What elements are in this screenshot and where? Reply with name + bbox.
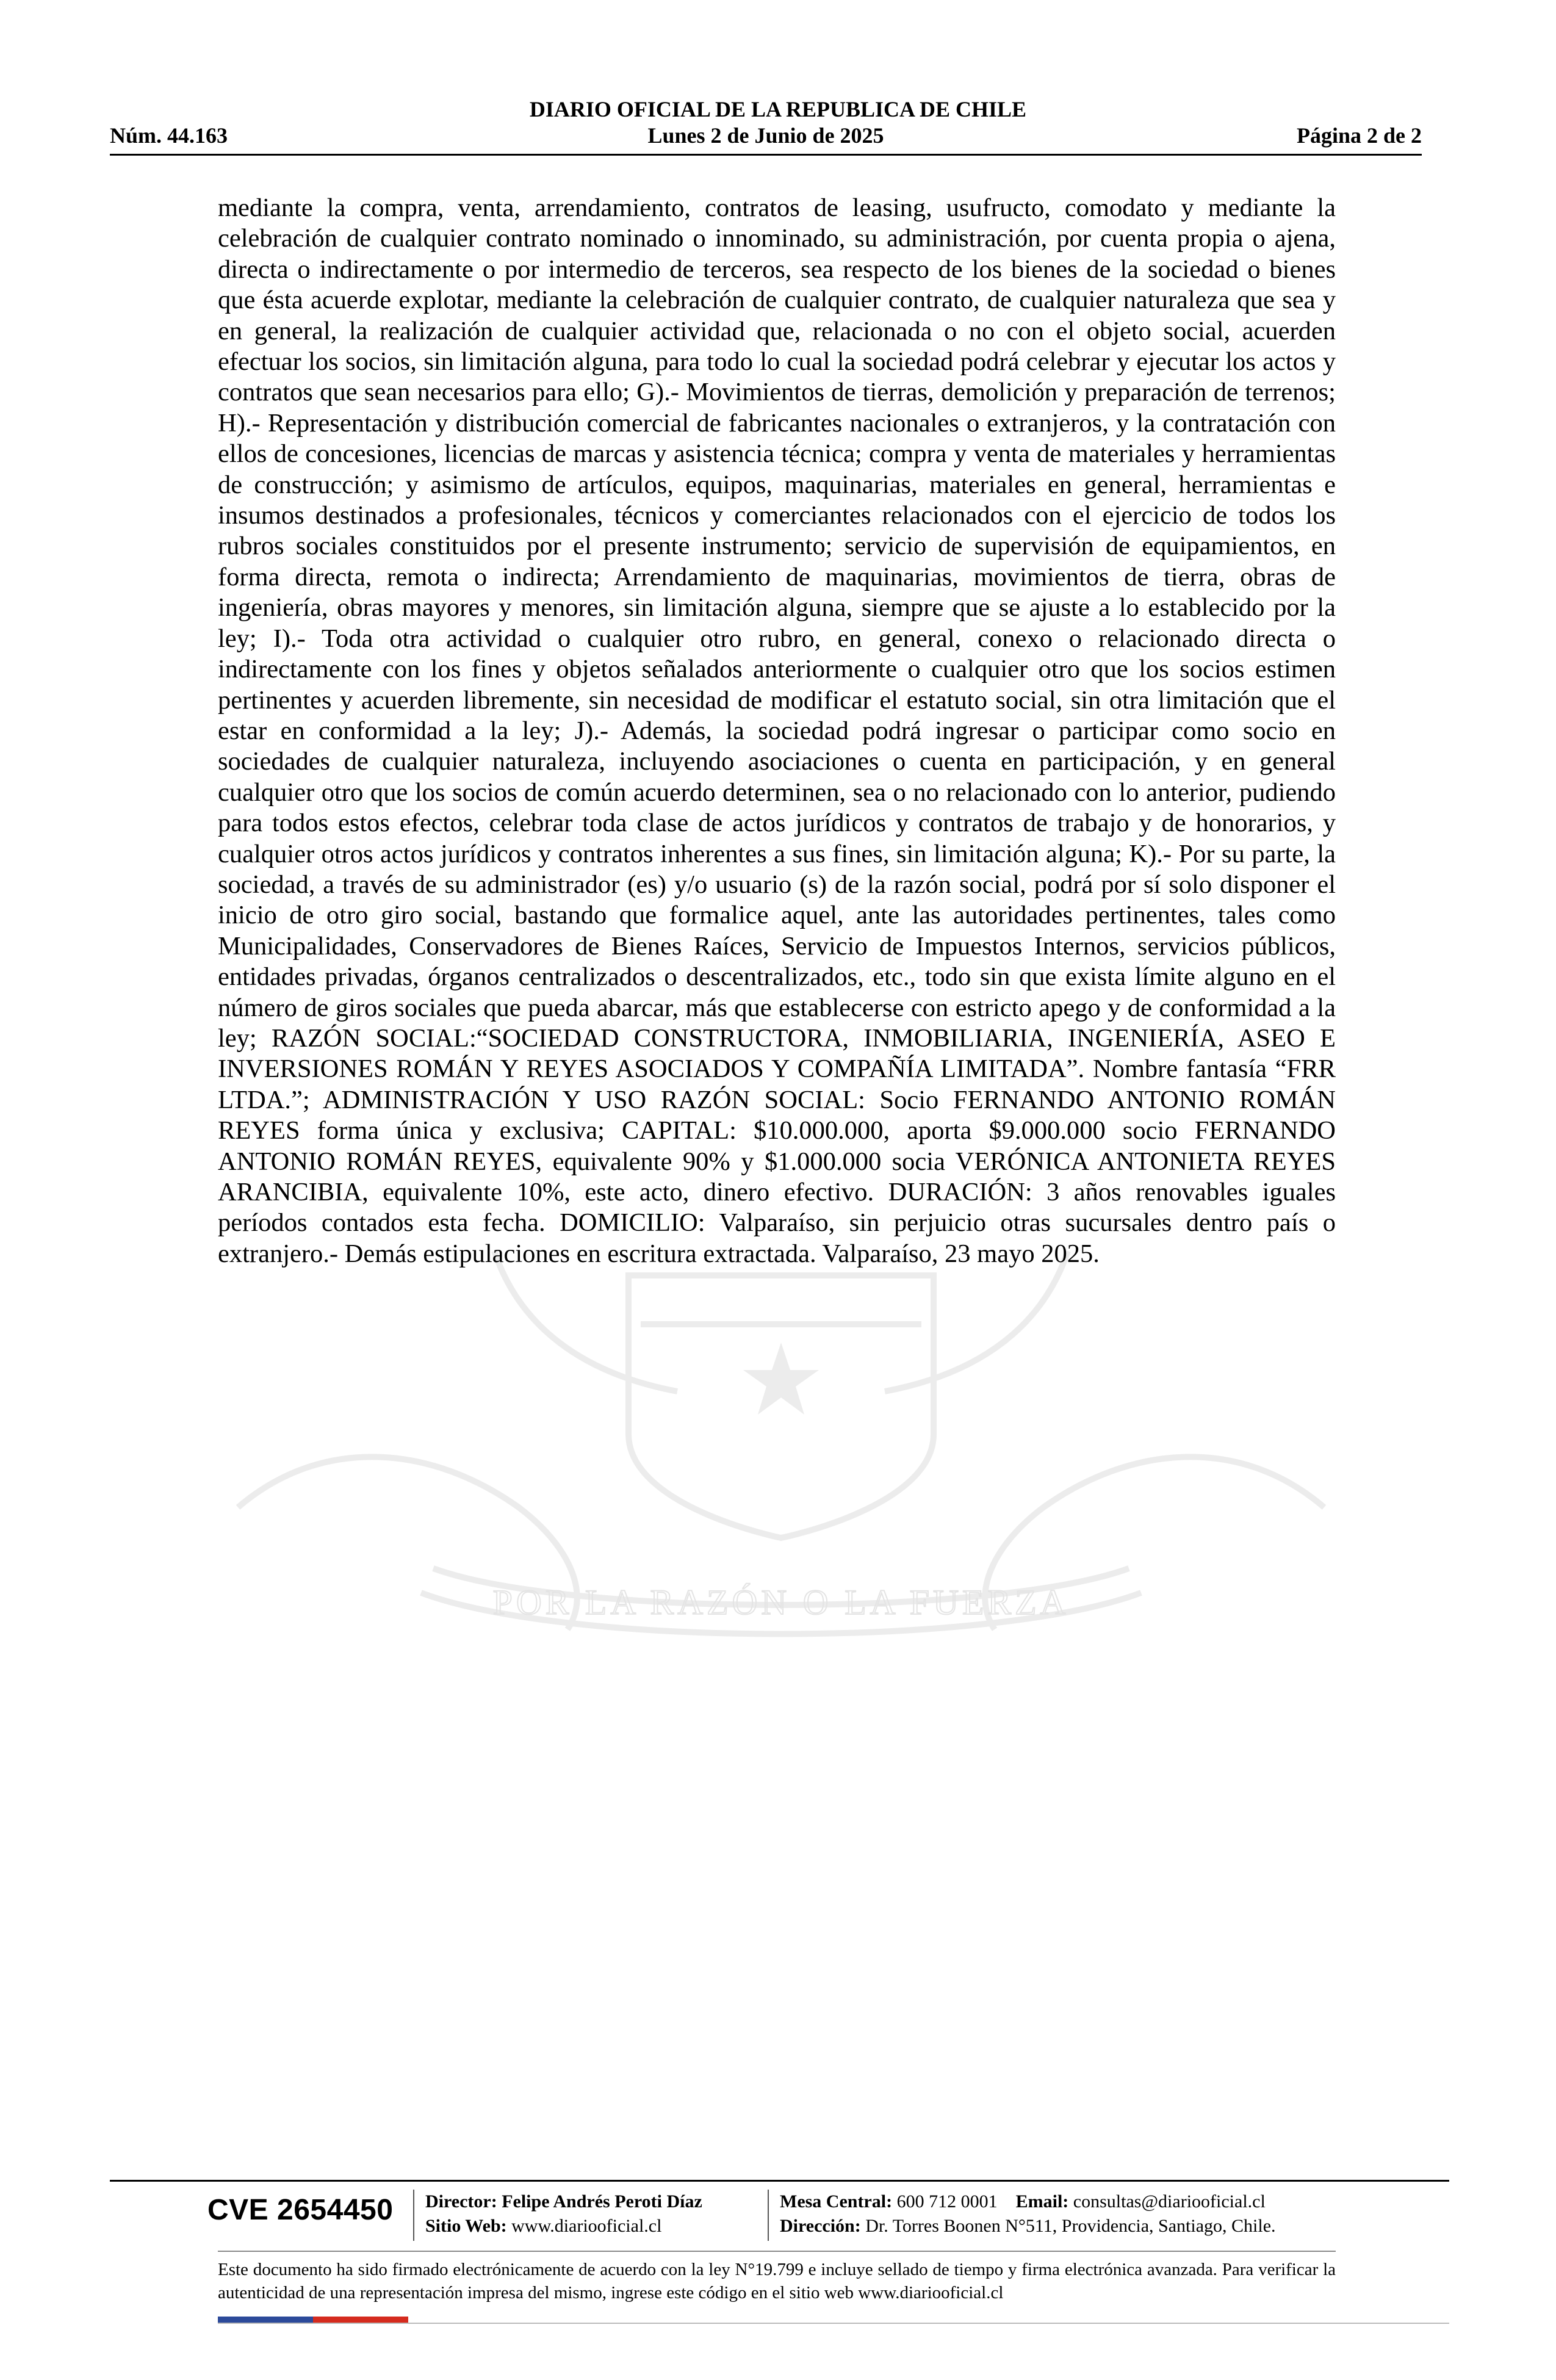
footer-divider-mid: [218, 2251, 1336, 2252]
director-label: Director:: [425, 2191, 497, 2212]
website-link[interactable]: www.diariooficial.cl: [511, 2216, 662, 2236]
phone-label: Mesa Central:: [780, 2191, 893, 2212]
phone-number: 600 712 0001: [896, 2191, 998, 2212]
header-divider: [110, 154, 1422, 156]
footer-divider-bottom: [218, 2323, 1449, 2324]
address-label: Dirección:: [780, 2216, 861, 2236]
footer-separator: [768, 2190, 769, 2241]
document-body: mediante la compra, venta, arrendamiento, contratos de leasing, usufructo, comodato y mediante la celebración de cualquier contrato nominado o innominado, su administración, por cuenta propia o ajena, directa o indirectamente o por intermedio de terceros, sea respecto de los bienes de la sociedad o bienes que ésta acuerde explotar, mediante la celebración de cualquier contrato, de cualquier naturaleza que sea y en general, la realización de cualquier actividad que, relacionada o no con el objeto social, acuerden efectuar los socios, sin limitación alguna, para todo lo cual la sociedad podrá celebrar y ejecutar los actos y contratos que sean necesarios para ello; G).- Movimientos de tierras, demolición y preparación de terrenos; H).- Representación y distribución comercial de fabricantes nacionales o extranjeros, y la contratación con ellos de concesiones, licencias de marcas y asistencia técnica; compra y venta de materiales y herramientas de construcción; y asimismo de artículos, equipos, maquinarias, materiales en general, herramientas e insumos destinados a profesionales, técnicos y comerciantes relacionados con el ejercicio de todos los rubros sociales constituidos por el presente instrumento; servicio de supervisión de equipamientos, en forma directa, remota o indirecta; Arrendamiento de maquinarias, movimientos de tierra, obras de ingeniería, obras mayores y menores, sin limitación alguna, siempre que se ajuste a lo establecido por la ley; I).- Toda otra actividad o cualquier otro rubro, en general, conexo o relacionado directa o indirectamente con los fines y objetos señalados anteriormente o cualquier otro que los socios estimen pertinentes y acuerden libremente, sin necesidad de modificar el estatuto social, sin otra limitación que el estar en conformidad a la ley; J).- Además, la sociedad podrá ingresar o participar como socio en sociedades de cualquier naturaleza, incluyendo asociaciones o cuenta en participación, y en general cualquier otro que los socios de común acuerdo determinen, sea o no relacionado con lo anterior, pudiendo para todos estos efectos, celebrar toda clase de actos jurídicos y contratos de trabajo y de honorarios, y cualquier otros actos jurídicos y contratos inherentes a sus fines, sin limitación alguna; K).- Por su parte, la sociedad, a través de su administrador (es) y/o usuario (s) de la razón social, podrá por sí solo disponer el inicio de otro giro social, bastando que formalice aquel, ante las autoridades pertinentes, tales como Municipalidades, Conservadores de Bienes Raíces, Servicio de Impuestos Internos, servicios públicos, entidades privadas, órganos centralizados o descentralizados, etc., todo sin que exista límite alguno en el número de giros sociales que pueda abarcar, más que establecerse con estricto apego y de conformidad a la ley; RAZÓN SOCIAL:“SOCIEDAD CONSTRUCTORA, INMOBILIARIA, INGENIERÍA, ASEO E INVERSIONES ROMÁN Y REYES ASOCIADOS Y COMPAÑÍA LIMITADA”. Nombre fantasía “FRR LTDA.”; ADMINISTRACIÓN Y USO RAZÓN SOCIAL: Socio FERNANDO ANTONIO ROMÁN REYES forma única y exclusiva; CAPITAL: $10.000.000, aporta $9.000.000 socio FERNANDO ANTONIO ROMÁN REYES, equivalente 90% y $1.000.000 socia VERÓNICA ANTONIETA REYES ARANCIBIA, equivalente 10%, este acto, dinero efectivo. DURACIÓN: 3 años renovables iguales períodos contados esta fecha. DOMICILIO: Valparaíso, sin perjuicio otras sucursales dentro país o extranjero.- Demás estipulaciones en escritura extractada. Valparaíso, 23 mayo 2025.: [218, 193, 1336, 1268]
issue-number: Núm. 44.163: [110, 123, 228, 148]
footer-divider-top: [110, 2180, 1449, 2182]
flag-stripe-blue: [218, 2317, 313, 2323]
cve-code: CVE 2654450: [207, 2194, 394, 2226]
motto-text: POR LA RAZÓN O LA FUERZA: [492, 1582, 1070, 1622]
address-value: Dr. Torres Boonen N°511, Providencia, Santiago, Chile.: [865, 2216, 1276, 2236]
signature-note: Este documento ha sido firmado electrónicamente de acuerdo con la ley N°19.799 e incluye sellado de tiempo y firma electrónica avanzada. Para verificar la autenticidad de una representación impresa del mismo, ingrese este código en el sitio web www.diariooficial.cl: [218, 2260, 1336, 2302]
footer-separator: [413, 2190, 414, 2241]
newspaper-title: DIARIO OFICIAL DE LA REPUBLICA DE CHILE: [529, 97, 1027, 121]
coat-of-arms-watermark-icon: [201, 1251, 1361, 1678]
website-label: Sitio Web:: [425, 2216, 507, 2236]
issue-date: Lunes 2 de Junio de 2025: [647, 123, 884, 148]
director-name: Felipe Andrés Peroti Díaz: [502, 2191, 702, 2212]
footer-director-block: [425, 2190, 702, 2238]
email-link[interactable]: consultas@diariooficial.cl: [1073, 2191, 1266, 2212]
flag-stripe: [218, 2317, 408, 2323]
header-row: [110, 122, 1422, 149]
footer-contact-block: [780, 2190, 1276, 2238]
page-indicator: Página 2 de 2: [1296, 123, 1422, 148]
email-label: Email:: [1015, 2191, 1069, 2212]
flag-stripe-red: [313, 2317, 408, 2323]
